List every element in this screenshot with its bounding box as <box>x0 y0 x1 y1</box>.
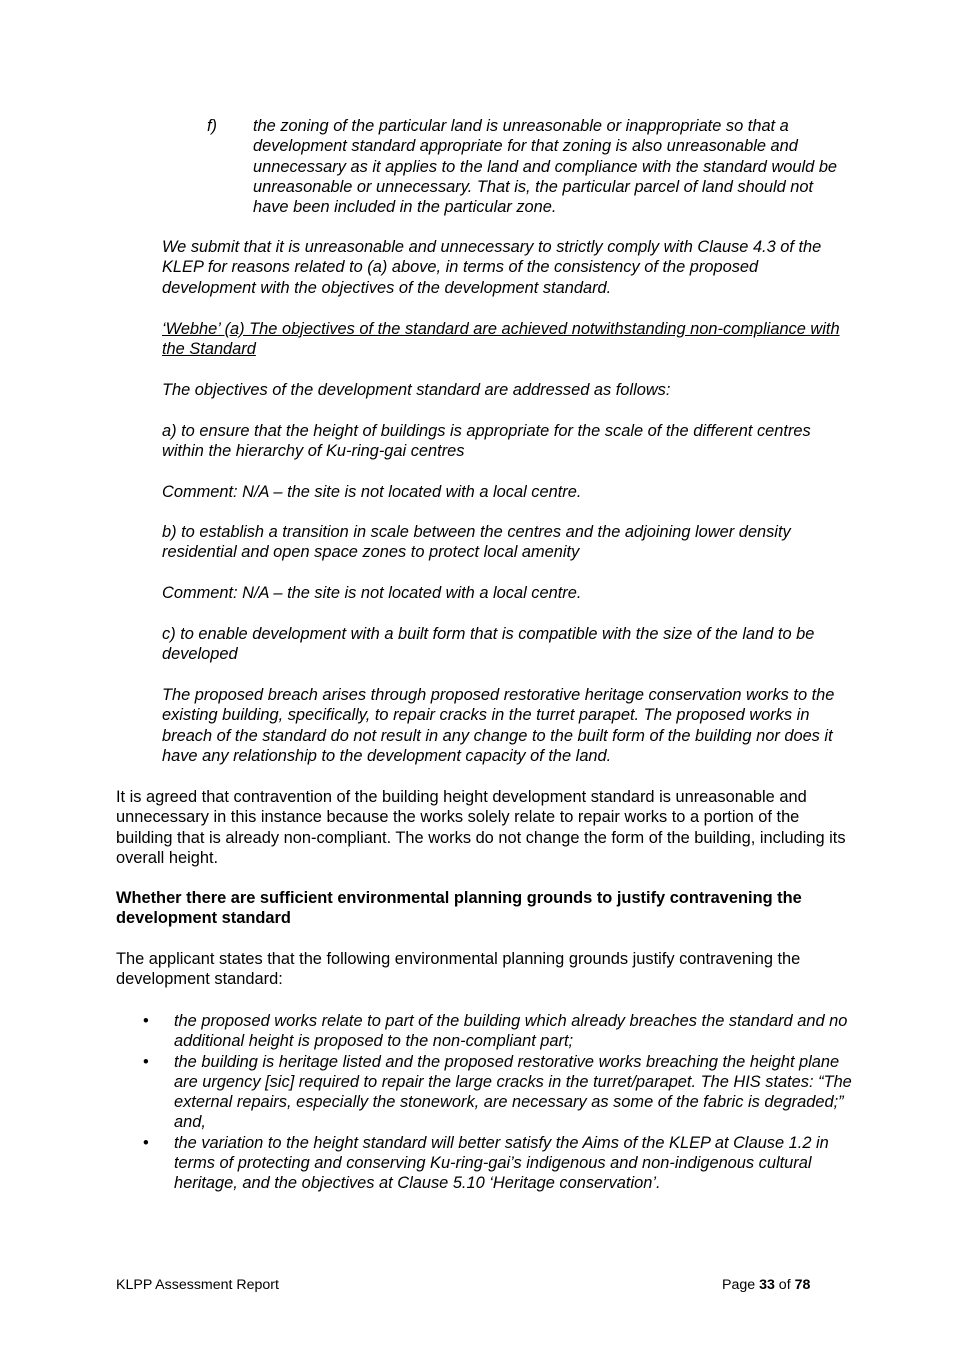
footer-page-number <box>722 1276 810 1294</box>
objective-b: b) to establish a transition in scale between the centres and the adjoining lower density residential and open space zones to protect local amenity <box>162 523 791 562</box>
objectives-intro: The objectives of the development standard are addressed as follows: <box>162 381 671 399</box>
bullet-icon: • <box>143 1052 149 1071</box>
list-item <box>140 1133 860 1194</box>
bullet-text: the variation to the height standard will better satisfy the Aims of the KLEP at Clause 1.2 in terms of protecting and conserving Ku-ring-gai’s indigenous and non-indigenous cultural heritage, and the objectives at Clause 5.10 ‘Heritage conservation’. <box>174 1133 829 1193</box>
list-item <box>140 1052 860 1133</box>
objective-a: a) to ensure that the height of buildings is appropriate for the scale of the different centres within the hierarchy of Ku-ring-gai centres <box>162 422 811 461</box>
page-prefix: Page <box>722 1277 760 1293</box>
footer-report-name: KLPP Assessment Report <box>116 1277 279 1293</box>
grounds-heading: Whether there are sufficient environmental planning grounds to justify contravening the development standard <box>116 889 802 928</box>
applicant-paragraph: The applicant states that the following environmental planning grounds justify contravening the development standard: <box>116 950 801 989</box>
comment-b: Comment: N/A – the site is not located with a local centre. <box>162 584 582 602</box>
bullet-icon: • <box>143 1133 149 1152</box>
comment-a: Comment: N/A – the site is not located with a local centre. <box>162 483 582 501</box>
list-marker-f: f) <box>207 117 218 135</box>
list-item <box>140 1011 860 1052</box>
current-page: 33 <box>759 1277 775 1293</box>
bullet-icon: • <box>143 1012 149 1030</box>
list-text-f: the zoning of the particular land is unreasonable or inappropriate so that a development standard appropriate for that zoning is also unreasonable and unnecessary as it applies to the land and compliance with the standard would be unreasonable or unnecessary. That is, the particular parcel of land should not have been included in the particular zone. <box>253 117 838 217</box>
agreed-paragraph: It is agreed that contravention of the building height development standard is unreasonable and unnecessary in this instance because the works solely relate to repair works to a portion of the building that is already non-compliant. The works do not change the form of the building, including its overall height. <box>116 788 846 867</box>
bullet-text: the proposed works relate to part of the building which already breaches the standard and no additional height is proposed to the non-compliant part; <box>174 1012 848 1051</box>
grounds-bullet-list <box>140 1011 860 1194</box>
page-of: of <box>774 1277 795 1293</box>
webhe-heading: ‘Webhe’ (a) The objectives of the standard are achieved notwithstanding non-compliance with the Standard <box>162 320 840 359</box>
comment-c: The proposed breach arises through proposed restorative heritage conservation works to the existing building, specifically, to repair cracks in the turret parapet. The proposed works in breach of the standard do not result in any change to the built form of the building nor does it have any relationship to the development capacity of the land. <box>162 686 835 765</box>
total-pages: 78 <box>794 1277 811 1293</box>
objective-c: c) to enable development with a built form that is compatible with the size of the land to be developed <box>162 625 815 664</box>
submit-paragraph: We submit that it is unreasonable and unnecessary to strictly comply with Clause 4.3 of the KLEP for reasons related to (a) above, in terms of the consistency of the proposed development with the objectives of the development standard. <box>162 238 822 297</box>
bullet-text: the building is heritage listed and the proposed restorative works breaching the height plane are urgency [sic] required to repair the large cracks in the turret/parapet. The HIS states: “The external repairs, especially the stonework, are necessary as some of the fabric is degraded;” and, <box>174 1052 852 1132</box>
